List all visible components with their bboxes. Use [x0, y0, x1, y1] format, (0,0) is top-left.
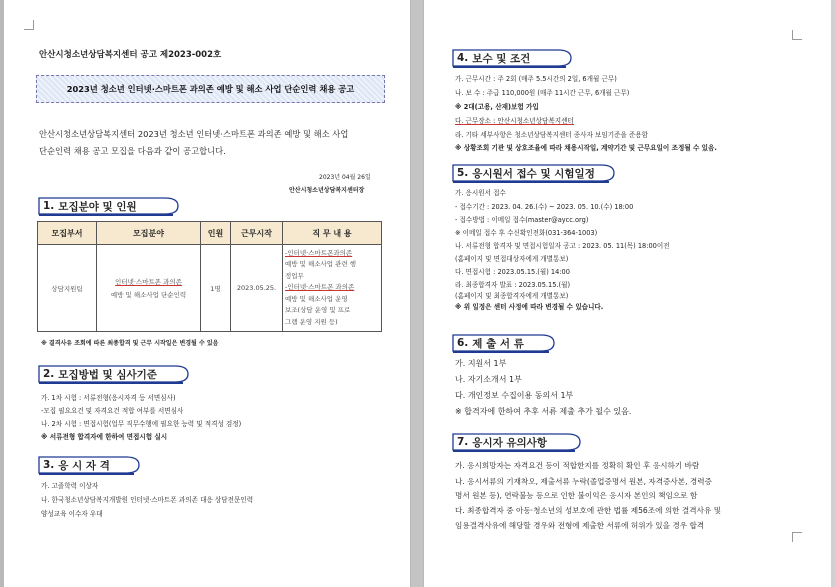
- document-page-1: [4, 0, 410, 587]
- section-number: 4.: [457, 52, 469, 64]
- section-title: 보수 및 조건: [472, 52, 531, 65]
- s2-line: ※ 서류전형 합격자에 한하여 면접시험 실시: [41, 433, 168, 441]
- th-dept: 모집부서: [38, 222, 97, 245]
- s3-line: 나. 한국청소년상담복지개발원 인터넷·스마트폰 과의존 대응 상담전문인력: [41, 496, 254, 504]
- section-title: 응 시 자 격: [58, 459, 110, 472]
- s5-line: - 접수방법 : 이메일 접수(master@aycc.org): [455, 216, 589, 224]
- th-count: 인원: [201, 222, 231, 245]
- s2-line: -모집 필요요건 및 자격요건 적합 여부를 서면심사: [41, 407, 184, 415]
- section-1-header: [37, 196, 180, 216]
- page-corner-mark: [792, 30, 802, 40]
- duty-line: -인터넷·스마트폰과의존: [285, 248, 353, 257]
- section-5-header: [451, 163, 616, 183]
- s4-line: 가. 근무시간 : 주 2회 (매주 5.5시간의 2일, 6개월 근무): [455, 75, 617, 83]
- s3-line: 가. 고졸학력 이상자: [41, 482, 99, 490]
- s7-line: 명서 원본 등), 연락불능 등으로 인한 불이익은 응시자 본인의 책임으로 함: [455, 491, 698, 500]
- vertical-scrollbar[interactable]: [831, 0, 835, 587]
- section-number: 1.: [43, 200, 55, 212]
- cell-start: 2023.05.25.: [231, 245, 283, 332]
- notice-date: 2023년 04월 26일: [319, 174, 371, 181]
- s4-line: ※ 2대(고용, 산재)보험 가입: [455, 103, 539, 111]
- duty-line: 그램 운영 지원 등): [285, 317, 338, 326]
- s5-line: 가. 응시원서 접수: [455, 189, 506, 197]
- table-row: [38, 245, 382, 332]
- page-corner-mark: [792, 532, 802, 542]
- th-start: 근무시작: [231, 222, 283, 245]
- section-2-header: [37, 364, 190, 384]
- section-title: 응시자 유의사항: [472, 436, 547, 449]
- section-6-header: [451, 333, 556, 353]
- page-separator: [411, 0, 423, 587]
- s5-line: ※ 이메일 접수 후 수신확인전화(031-364-1003): [455, 229, 598, 237]
- th-duties: 직 무 내 용: [283, 222, 382, 245]
- section-number: 5.: [457, 167, 469, 179]
- th-field: 모집분야: [97, 222, 201, 245]
- s5-line: - 접수기간 : 2023. 04. 26.(수) ~ 2023. 05. 10.(수) 18:00: [455, 203, 634, 211]
- notice-banner: [36, 75, 385, 103]
- section-number: 6.: [457, 337, 469, 349]
- cell-count: 1명: [201, 245, 231, 332]
- intro-line-1: 안산시청소년상담복지센터 2023년 청소년 인터넷·스마트폰 과의존 예방 및 해소 사업: [39, 129, 349, 139]
- section-number: 2.: [43, 368, 55, 380]
- page-corner-mark: [24, 20, 34, 30]
- duty-line: 예방 및 해소사업 운영: [285, 294, 348, 303]
- s7-line: 가. 응시희망자는 자격요건 등이 적합한지를 정확히 확인 후 응시하기 바람: [455, 461, 700, 470]
- s5-line: 라. 최종합격자 발표 : 2023.05.15.(월): [455, 281, 571, 289]
- section-title: 모집분야 및 인원: [58, 200, 137, 213]
- s4-line: 나. 보 수 : 주급 110,000원 (매주 11시간 근무, 6개월 근무): [455, 89, 630, 97]
- s4-line: 라. 기타 세부사항은 청소년상담복지센터 종사자 보임기준을 준용함: [455, 131, 649, 139]
- duty-line: 정업무: [285, 271, 304, 280]
- s6-line: ※ 합격자에 한하여 추후 서류 제출 추가 될수 있음.: [455, 407, 632, 416]
- s7-line: 임용결격사유에 해당할 경우와 전형에 제출한 서류에 허위가 있을 경우 합격: [455, 521, 705, 530]
- s5-line: 다. 면접시험 : 2023.05.15.(월) 14:00: [455, 268, 570, 276]
- s2-line: 나. 2차 시험 : 면접시험(업무 직무수행에 필요한 능력 및 적격성 검정): [41, 420, 242, 428]
- s6-line: 다. 개인정보 수집이용 동의서 1부: [455, 391, 574, 400]
- table-note: ※ 결격사유 조회에 따른 최종합격 및 근무 시작일은 변경될 수 있음: [41, 340, 219, 347]
- s7-line: 나. 응시서류의 기재착오, 제출서류 누락(졸업증명서 원본, 자격증사본, 경력증: [455, 477, 712, 486]
- section-number: 3.: [43, 459, 55, 471]
- cell-duties: [283, 245, 382, 332]
- document-page-2: [424, 0, 831, 587]
- section-4-header: [451, 48, 573, 68]
- section-title: 응시원서 접수 및 시험일정: [472, 167, 595, 180]
- field-line-1: 인터넷·스마트폰 과의존: [115, 278, 182, 286]
- duty-line: 보조(상담 운영 및 프로: [285, 306, 351, 315]
- field-line-2: 예방 및 해소사업 단순인력: [110, 291, 187, 299]
- notice-signer: 안산시청소년상담복지센터장: [289, 187, 365, 194]
- s5-line: ※ 위 일정은 센터 사정에 따라 변경될 수 있습니다.: [455, 303, 604, 311]
- duty-line: 예방 및 해소사업 관련 행: [285, 260, 357, 269]
- s5-line: (홈페이지 및 면접대상자에게 개별통보): [455, 255, 569, 263]
- s3-line: 양성교육 이수자 우대: [41, 510, 103, 518]
- section-7-header: [451, 432, 582, 452]
- s6-line: 가. 지원서 1부: [455, 359, 507, 368]
- s5-line: 나. 서류전형 합격자 및 면접시험일자 공고 : 2023. 05. 11(목) 18:00이전: [455, 242, 670, 250]
- table-header-row: [38, 222, 382, 245]
- s7-line: 다. 최종합격자 중 아동·청소년의 성보호에 관한 법률 제56조에 의한 결격사유 및: [455, 506, 722, 515]
- section-title: 제 출 서 류: [472, 337, 524, 350]
- section-3-header: [37, 455, 141, 475]
- s4-line: ※ 상황조회 기관 및 상호조율에 따라 채용시작일, 계약기간 및 근무요일이 조정될 수 있음.: [455, 144, 717, 152]
- s2-line: 가. 1차 시험 : 서류전형(응시자격 등 서면심사): [41, 394, 176, 402]
- notice-number: 안산시청소년상담복지센터 공고 제2023-002호: [39, 50, 222, 60]
- section-title: 모집방법 및 심사기준: [58, 368, 157, 381]
- cell-field: [97, 245, 201, 332]
- banner-title: 2023년 청소년 인터넷·스마트폰 과의존 예방 및 해소 사업 단순인력 채용 공고: [66, 84, 355, 94]
- recruitment-table: [37, 221, 382, 332]
- cell-dept: 상담지원팀: [38, 245, 97, 332]
- duty-line: -인터넷·스마트폰 과의존: [285, 283, 355, 292]
- section-number: 7.: [457, 436, 469, 448]
- s5-line: (홈페이지 및 최종합격자에게 개별통보): [455, 292, 569, 300]
- s6-line: 나. 자기소개서 1부: [455, 375, 522, 384]
- s4-line: 다. 근무장소 : 안산시청소년상담복지센터: [455, 117, 574, 125]
- intro-line-2: 단순인력 채용 공고 모집을 다음과 같이 공고합니다.: [39, 146, 226, 156]
